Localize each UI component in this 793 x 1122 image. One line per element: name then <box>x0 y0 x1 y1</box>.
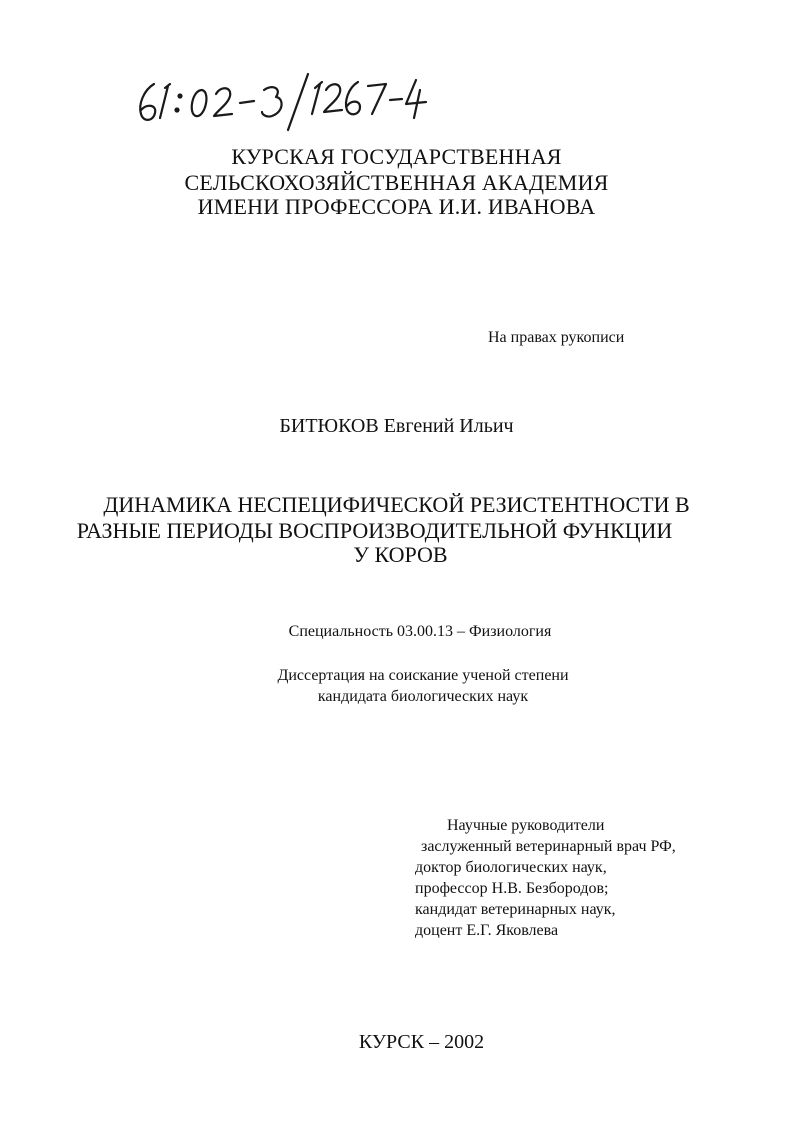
handwritten-archive-code <box>132 70 432 132</box>
supervisor-line: заслуженный ветеринарный врач РФ, <box>421 838 676 855</box>
institution-name-line-1: КУРСКАЯ ГОСУДАРСТВЕННАЯ <box>231 144 562 169</box>
supervisors-heading: Научные руководители <box>447 817 605 834</box>
author-name: БИТЮКОВ Евгений Ильич <box>279 415 514 437</box>
institution-name-line-2: СЕЛЬСКОХОЗЯЙСТВЕННАЯ АКАДЕМИЯ <box>184 170 609 195</box>
city-year: КУРСК – 2002 <box>358 1031 485 1053</box>
dissertation-title-line-2: РАЗНЫЕ ПЕРИОДЫ ВОСПРОИЗВОДИТЕЛЬНОЙ ФУНКЦИИ <box>76 518 673 543</box>
supervisors-block <box>415 815 676 941</box>
supervisor-line: доктор биологических наук, <box>415 859 607 876</box>
specialty: Специальность 03.00.13 – Физиология <box>288 623 552 640</box>
supervisor-line: кандидат ветеринарных наук, <box>415 901 616 918</box>
rights-note: На правах рукописи <box>488 329 625 346</box>
supervisor-line: доцент Е.Г. Яковлева <box>415 922 559 939</box>
institution-name-line-3: ИМЕНИ ПРОФЕССОРА И.И. ИВАНОВА <box>197 194 596 219</box>
handwritten-code-image <box>132 70 432 132</box>
supervisor-line: профессор Н.В. Безбородов; <box>415 880 609 897</box>
degree-line-2: кандидата биологических наук <box>317 688 529 705</box>
degree-line-1: Диссертация на соискание ученой степени <box>277 667 569 684</box>
dissertation-title-line-1: ДИНАМИКА НЕСПЕЦИФИЧЕСКОЙ РЕЗИСТЕНТНОСТИ В <box>103 492 690 517</box>
dissertation-title-line-3: У КОРОВ <box>353 542 448 567</box>
